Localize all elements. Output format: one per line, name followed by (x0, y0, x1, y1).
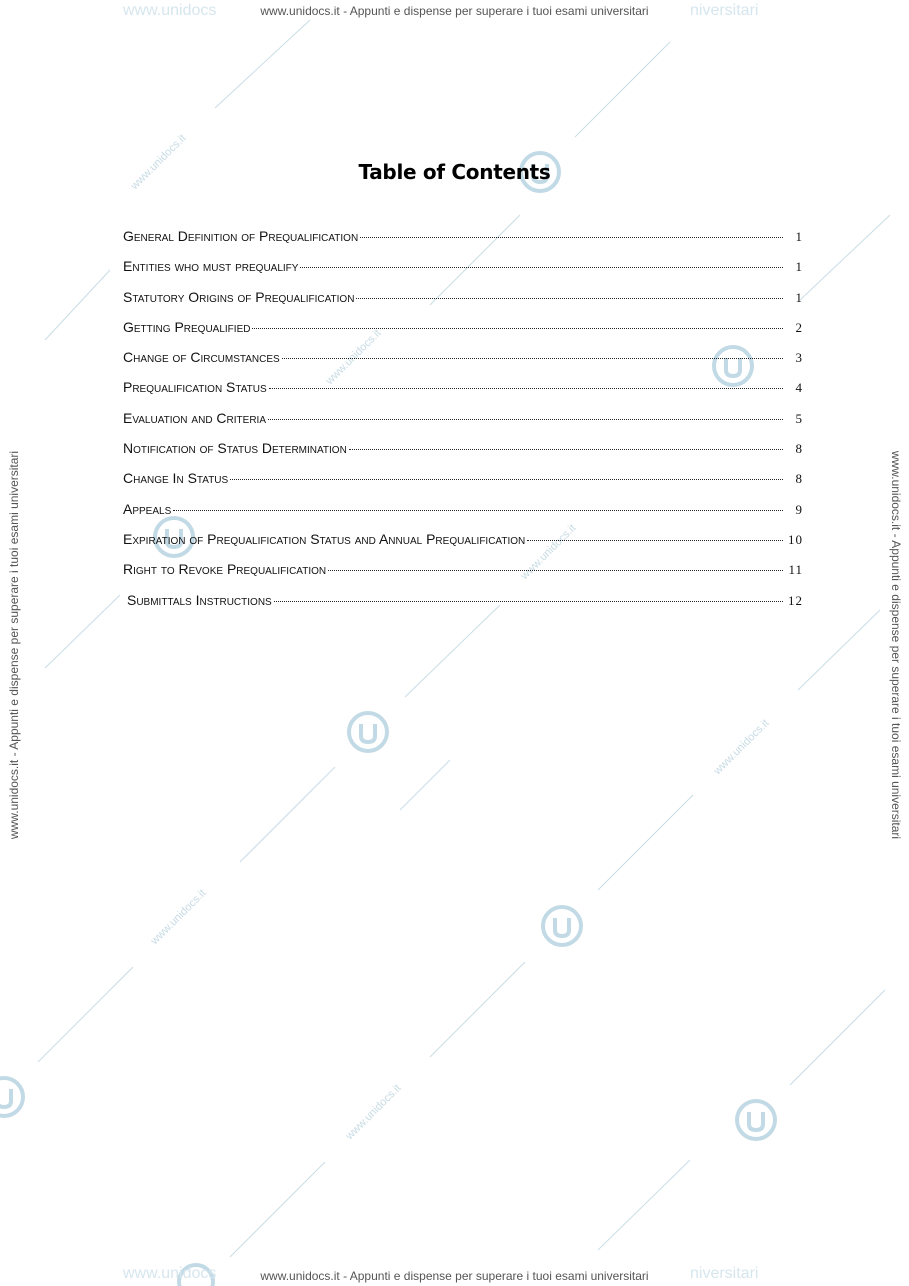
toc-page-number: 1 (795, 289, 803, 305)
toc-entry-label: Submittals Instructions (127, 591, 272, 608)
watermark-line (800, 215, 890, 300)
toc-entry-label: Getting Prequalified (123, 318, 251, 335)
toc-page-number: 11 (788, 562, 803, 578)
toc-entry-label: Notification of Status Determination (123, 440, 347, 457)
logo-icon (0, 1078, 23, 1116)
toc-leader (230, 479, 783, 480)
toc-entry[interactable] (123, 592, 803, 622)
watermark-site-text: www.unidocs.it (323, 327, 384, 388)
bottom-banner: www.unidocs.it - Appunti e dispense per superare i tuoi esami universitari (260, 1269, 649, 1283)
toc-entry[interactable] (123, 531, 803, 561)
watermark-site-text: www.unidocs.it (711, 717, 772, 778)
watermark-line (45, 595, 120, 668)
logo-icon (349, 713, 387, 751)
toc-entry[interactable] (123, 258, 803, 288)
toc-leader (328, 570, 783, 571)
toc-page-number: 5 (795, 410, 803, 426)
banner-ghost-right: niversitari (690, 2, 759, 19)
toc-entry-label: Entities who must prequalify (123, 258, 299, 275)
toc-page-number: 9 (795, 501, 803, 517)
watermark-line (798, 610, 880, 690)
logo-icon (737, 1101, 775, 1139)
toc-entry-label: Change of Circumstances (123, 349, 280, 366)
toc-entry[interactable] (123, 379, 803, 409)
watermark-line (598, 795, 693, 890)
toc-entry[interactable] (123, 289, 803, 319)
toc-entry[interactable] (123, 319, 803, 349)
toc-leader (274, 601, 783, 602)
page-title: Table of Contents (358, 160, 551, 184)
watermark-line (430, 962, 525, 1057)
toc-leader (173, 510, 783, 511)
toc-list (123, 228, 803, 622)
toc-leader (527, 540, 783, 541)
toc-entry-label: General Definition of Prequalification (123, 228, 359, 244)
toc-leader (300, 267, 783, 268)
toc-entry-label: Evaluation and Criteria (123, 409, 266, 426)
watermark-line (240, 767, 335, 862)
watermark-line (790, 990, 885, 1085)
toc-entry[interactable] (123, 561, 803, 591)
toc-entry[interactable] (123, 501, 803, 531)
watermark-line (45, 270, 110, 340)
toc-entry-label: Change In Status (123, 470, 229, 487)
watermark-line (575, 42, 670, 137)
toc-page-number: 12 (788, 592, 803, 608)
watermark-line (38, 967, 133, 1062)
right-side-banner: www.unidocs.it - Appunti e dispense per superare i tuoi esami universitari (889, 450, 903, 840)
toc-entry[interactable] (123, 349, 803, 379)
top-banner: www.unidocs.it - Appunti e dispense per superare i tuoi esami universitari (260, 4, 649, 18)
toc-leader (268, 419, 783, 420)
toc-entry[interactable] (123, 410, 803, 440)
toc-entry-label: Appeals (123, 500, 172, 517)
banner-ghost-left: www.unidocs (123, 1265, 217, 1282)
toc-leader (282, 358, 783, 359)
watermark-line (598, 1160, 690, 1250)
watermark-site-text: www.unidocs.it (128, 132, 189, 193)
logo-icon (543, 907, 581, 945)
banner-ghost-left: www.unidocs (123, 2, 217, 19)
toc-entry-label: Statutory Origins of Prequalification (123, 288, 355, 305)
watermark-line (215, 20, 310, 108)
watermark-line (400, 760, 450, 810)
toc-page-number: 8 (795, 441, 803, 457)
watermark-site-text: www.unidocs.it (343, 1082, 404, 1143)
toc-page-number: 4 (795, 380, 803, 396)
toc-entry[interactable] (123, 440, 803, 470)
toc-page-number: 1 (795, 259, 803, 275)
toc-page-number: 3 (795, 350, 803, 366)
toc-page-number: 2 (795, 319, 803, 335)
toc-entry-label: Right to Revoke Prequalification (123, 561, 327, 578)
toc-page-number: 8 (795, 471, 803, 487)
toc-leader (252, 328, 783, 329)
watermark-line (230, 1162, 325, 1257)
watermark-site-text: www.unidocs.it (148, 887, 209, 948)
toc-entry-label: Prequalification Status (123, 379, 267, 396)
toc-leader (356, 298, 783, 299)
toc-page-number: 1 (795, 229, 803, 244)
toc-entry[interactable] (123, 470, 803, 500)
banner-ghost-right: niversitari (690, 1265, 759, 1282)
toc-leader (349, 449, 783, 450)
toc-entry[interactable] (123, 228, 803, 258)
watermark-site-text: www.unidocs.it (518, 522, 579, 583)
toc-entry-label: Expiration of Prequalification Status and Annual Prequalification (123, 530, 526, 547)
left-side-banner: www.unidocs.it - Appunti e dispense per superare i tuoi esami universitari (7, 450, 21, 840)
toc-leader (269, 388, 783, 389)
toc-leader (360, 237, 783, 238)
toc-page-number: 10 (788, 531, 803, 547)
